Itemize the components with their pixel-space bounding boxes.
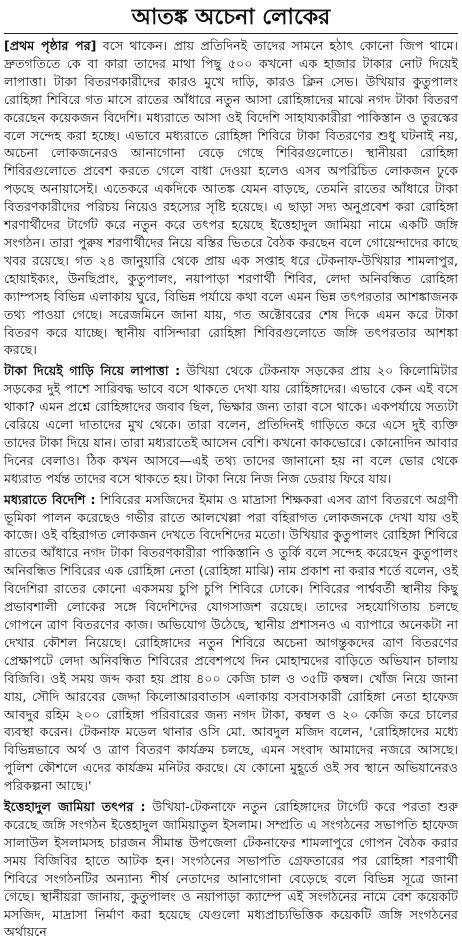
section-paragraph-1 bbox=[4, 362, 458, 487]
intro-text: বসে থাকেন। প্রায় প্রতিদিনই তাদের সামনে হঠাৎ কোনো জিপ থামে। দ্রুতগতিতে কে বা কারা তাদের মাথা পিছু ৫০০ কখনো এক হাজার টাকার নোট দিয়েই লাপাত্তা। টাকা বিতরণকারীদের কারও মুখে দাড়ি, কারও ক্লিন সেভ। উখিয়ার কুতুপালং রোহিঙ্গা শিবিরে গত মাসে রাতের আঁধারে নতুন আসা রোহিঙ্গাদের মাঝে নগদ টাকা বিতরণ করেছেন কয়েকজন বিদেশি। মধ্যরাতে আসা ওই বিদেশি সাহায্যকারীরা পাকিস্তান ও তুরস্কের বলে সন্দেহ করা হচ্ছে। এভাবে মধ্যরাতে রোহিঙ্গা শিবিরে টাকা বিতরণের শুধু ঘটনাই নয়, অচেনা লোকজনেরও আনাগোনা বেড়ে গেছে শিবিরগুলোতে। স্থানীয়রা রোহিঙ্গা শিবিরগুলোতে প্রবেশ করতে গেলে বাধা দেওয়া হলেও এসব অপরিচিত লোকজন ঢুকে পড়ছে অনায়াসেই। এতেকরে একদিকে আতঙ্ক যেমন বাড়ছে, তেমনি রাতের আঁধারে টাকা বিতরণকারীদের পরিচয় নিয়েও রহস্যের সৃষ্টি হয়েছে। এ ছাড়া সদ্য অনুপ্রবেশ করা রোহিঙ্গা শরণার্থীদের টার্গেট করে নতুন করে তৎপর হয়েছে ইত্তেহাদুল জামিয়া নামে একটি জঙ্গি সংগঠন। তারা পুরুষ শরণার্থীদের নিয়ে বস্তির ভিতরে বৈঠক করছেন বলে গোয়েন্দাদের কাছে খবর রয়েছে। গত ২৪ জানুয়ারি থেকে প্রায় এক সপ্তাহ ধরে টেকনাফ-উখিয়ার শামলাপুর, হোয়াইক্যং, উনছিপ্রাং, কুতুপালং, নয়াপাড়া শরণার্থী শিবির, লেদা অনিবন্ধিত রোহিঙ্গা ক্যাম্পসহ বিভিন্ন এলাকায় ঘুরে, বিভিন্ন পর্যায়ে কথা বলে এমন ভিন্ন তৎপরতার আশঙ্কাজনক তথ্য পাওয়া গেছে। সরেজমিনে জানা যায়, গত অক্টোবরের শেষ দিকে এমন করে টাকা বিতরণ করে যাচ্ছে। স্থানীয় বাসিন্দারা রোহিঙ্গা শিবিরগুলোতে জঙ্গি তৎপরতার আশঙ্কা করছে। bbox=[4, 38, 458, 358]
article-headline: আতঙ্ক অচেনা লোকের bbox=[4, 2, 458, 34]
bottom-divider bbox=[4, 890, 458, 891]
section-lead-2: মধ্যরাতে বিদেশি : bbox=[4, 491, 96, 507]
section-body-1: উখিয়া থেকে টেকনাফ সড়কের প্রায় ২০ কিলোমিটার সড়কের দুই পাশে সারিবদ্ধ ভাবে বসে থাকতে দেখা যায় রোহিঙ্গাদের। এভাবে কেন এই বসে থাকা? এমন প্রশ্নে রোহিঙ্গাদের জবাব ছিল, ভিক্ষার জন্য তারা বসে থাকে। একপর্যায়ে সত্যটা বেরিয়ে এলো দাতাদের মুখ থেকে। তারা বলেন, প্রতিদিনই গাড়িতে করে এসে দুই ব্যক্তি তাদের টাকা দিয়ে যান। তারা মধ্যরাতেই আসেন বেশি। কখনো কাকভোরে। কোনোদিন আবার দিনের বেলাও। ঠিক কখন আসবে—এই তথ্য তাদের জানানো হয় না বলে ভোর থেকে মধ্যরাত পর্যন্ত তাদের বসে থাকতে হয়। টাকা নিয়ে নিজ নিজ ডেরায় ফিরে যায়। bbox=[4, 363, 458, 486]
section-body-2: শিবিরের মসজিদের ইমাম ও মাদ্রাসা শিক্ষকরা এসব ত্রাণ বিতরণে অগ্রণী ভূমিকা পালন করেছেও গভীর রাতে আলখেল্লা পরা বহিরাগত লোকজনকে দেখা যায় ওই কাজে। ওই বহিরাগত লোকজন দেখতে বিদেশিদের মতো। উখিয়ার কুতুপালং রোহিঙ্গা শিবিরে রাতের আঁধারে নগদ টাকা বিতরণকারীরা পাকিস্তানি ও তুর্কি বলে সন্দেহ করেছেন কুতুপালং অনিবন্ধিত শিবিরের এক রোহিঙ্গা নেতা (রোহিঙ্গা মাঝি) নাম প্রকাশ না করার শর্তে বলেন, ওই বিদেশিরা রাতের কোনো একসময় চুপি চুপি শিবিরে ঢোকে। শিবিরের পার্শ্ববর্তী স্থানীয় কিছু প্রভাবশালী লোকের সঙ্গে বিদেশিদের যোগসাজশ রয়েছে। তাদের সহযোগিতায় চলছে গোপনে ত্রাণ বিতরণের কাজ। অভিযোগ উঠেছে, স্থানীয় প্রশাসনও এ ব্যাপারে অনেকটা না দেখার কৌশল নিয়েছে। রোহিঙ্গাদের নতুন শিবিরে অচেনা আগন্তুকদের ত্রাণ বিতরণের প্রেক্ষাপটে লেদা অনিবন্ধিত শিবিরের প্রবেশপথে দিন মোহাম্মদের বাড়িতে অভিযান চালায় বিজিবি। ওই সময় জব্দ করা হয় প্রায় ৪০০ কেজি চাল ও ৩৫টি কম্বল। খোঁজ নিয়ে জানা যায়, সৌদি আরবের জেদ্দা কিলোআরবাতাস এলাকায় বসবাসকারী রোহিঙ্গা নেতা হাফেজ আবদুর রহিম ২০০ রোহিঙ্গা পরিবারের জন্য নগদ টাকা, কম্বল ও ২০ কেজি করে চালের ব্যবস্থা করেন। টেকনাফ মডেল থানার ওসি মো. আবদুল মজিদ বলেন, 'রোহিঙ্গাদের মধ্যে বিভিন্নভাবে অর্থ ও ত্রাণ বিতরণ কার্যক্রম চলছে, এমন সংবাদ আমাদের নজরে আসছে। পুলিশ কৌশলে এদের কার্যক্রম মনিটর করছে। যে কোনো মুহূর্তে ওই সব স্থানে অভিযানেরও পরিকল্পনা আছে।' bbox=[4, 491, 458, 794]
section-lead-3: ইত্তেহাদুল জামিয়া তৎপর : bbox=[4, 799, 146, 815]
section-paragraph-2 bbox=[4, 491, 458, 795]
intro-paragraph bbox=[4, 37, 458, 359]
section-lead-1: টাকা দিয়েই গাড়ি নিয়ে লাপাত্তা : bbox=[4, 363, 181, 379]
section-paragraph-3 bbox=[4, 798, 458, 941]
section-body-3: উখিয়া-টেকনাফে নতুন রোহিঙ্গাদের টার্গেট করে পরতা শুরু করেছে জঙ্গি সংগঠন ইত্তেহাদুল জামিয়াতুল ইসলাম। সম্প্রতি এ সংগঠনের সভাপতি হাফেজ সালাউল ইসলামসহ চারজন সীমান্ত উপজেলা টেকনাফের শামলাপুরে গোপন বৈঠক করার সময় বিজিবির হাতে আটক হন। সংগঠনের সভাপতি গ্রেফতারের পর রোহিঙ্গা শরণার্থী শিবিরে সংগঠনটির অন্যান্য শীর্ষ নেতাদের আনাগোনা বেড়েছে বলে বিভিন্ন সূত্রে জানা গেছে। স্থানীয়রা জানায়, কুতুপালং ও নয়াপাড়া ক্যাম্পে এই সংগঠনের নামে বেশ কয়েকটি মসজিদ, মাদ্রাসা নির্মাণ করা হয়েছে যেগুলো মধ্যপ্রাচ্যভিত্তিক কয়েকটি জঙ্গি সংগঠনের অর্থায়নে bbox=[4, 799, 458, 940]
continuation-marker: [প্রথম পৃষ্ঠার পর] bbox=[4, 38, 97, 53]
